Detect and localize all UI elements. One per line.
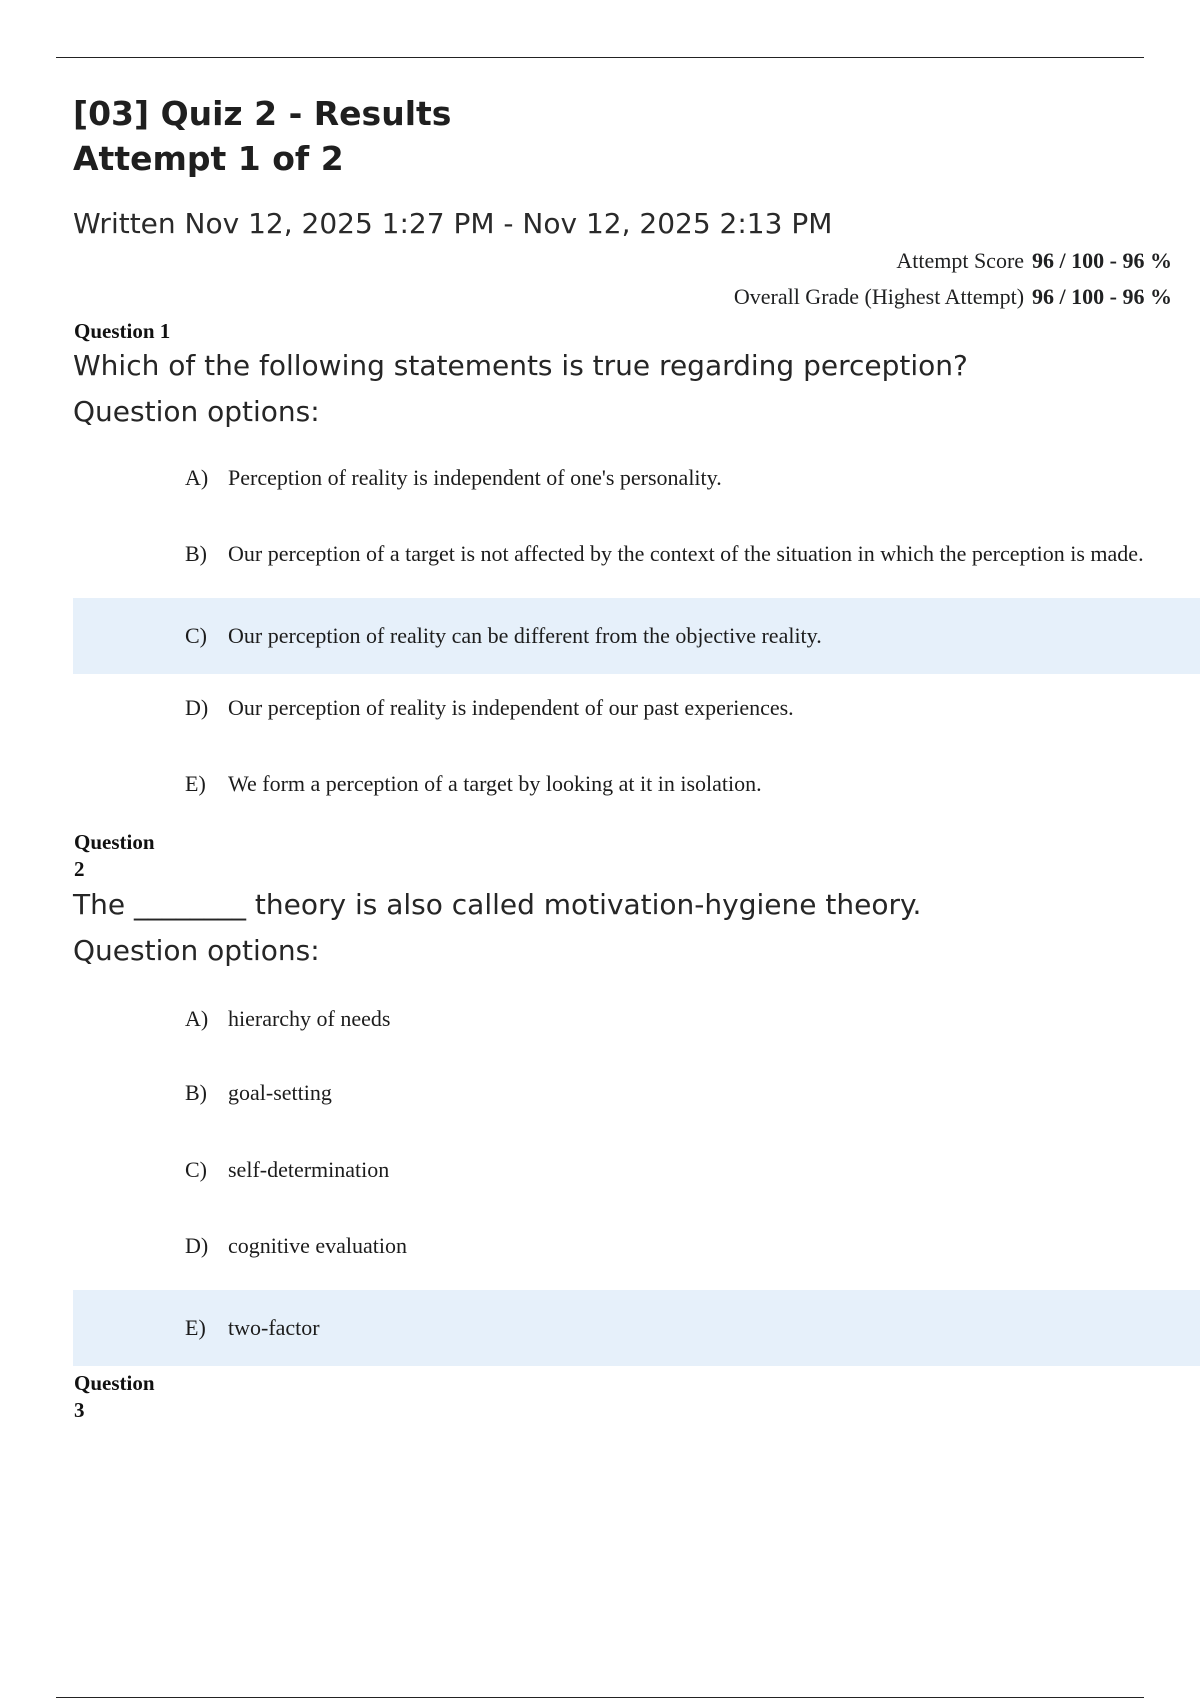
question-1-option-b [73, 516, 1200, 592]
option-text: hierarchy of needs [228, 1006, 391, 1031]
option-letter: E) [185, 1315, 206, 1340]
question-2-label-word: Question [74, 830, 155, 854]
question-2-option-a [73, 981, 1200, 1057]
option-letter: B) [185, 541, 207, 566]
option-letter: B) [185, 1080, 207, 1105]
question-3-label [74, 1370, 155, 1424]
option-text: We form a perception of a target by looking at it in isolation. [228, 771, 762, 796]
option-text: cognitive evaluation [228, 1233, 407, 1258]
page-title: [03] Quiz 2 - Results [73, 94, 452, 133]
overall-grade-label: Overall Grade (Highest Attempt) [733, 284, 1025, 309]
written-date-range: Written Nov 12, 2025 1:27 PM - Nov 12, 2025 2:13 PM [73, 207, 833, 240]
question-2-label-number: 2 [74, 857, 85, 881]
option-letter: D) [185, 695, 209, 720]
attempt-score-value: 96 / 100 - 96 % [1032, 248, 1172, 273]
option-letter: D) [185, 1233, 209, 1258]
question-1-options-label: Question options: [73, 395, 320, 428]
attempt-number: Attempt 1 of 2 [73, 139, 344, 178]
question-1-text: Which of the following statements is true regarding perception? [73, 349, 968, 382]
question-1-option-e [73, 746, 1200, 822]
overall-grade-value: 96 / 100 - 96 % [1032, 284, 1172, 309]
bottom-divider [56, 1697, 1144, 1698]
question-2-text: The ________ theory is also called motivation-hygiene theory. [73, 888, 922, 921]
overall-grade-row [734, 283, 1172, 311]
question-1-option-d [73, 670, 1200, 746]
question-2-options-label: Question options: [73, 934, 320, 967]
option-text: Our perception of reality can be different from the objective reality. [228, 623, 822, 648]
option-text: goal-setting [228, 1080, 332, 1105]
option-text: Perception of reality is independent of one's personality. [228, 465, 722, 490]
question-2-option-d [73, 1208, 1200, 1284]
question-2-option-e-selected [73, 1290, 1200, 1366]
attempt-score-label: Attempt Score [896, 248, 1025, 273]
option-text: Our perception of a target is not affected by the context of the situation in which the perception is made. [228, 541, 1144, 566]
option-letter: E) [185, 771, 206, 796]
attempt-score-row [896, 247, 1172, 275]
question-1-option-a [73, 440, 1200, 516]
option-text: two-factor [228, 1315, 320, 1340]
question-2-option-c [73, 1132, 1200, 1208]
option-letter: C) [185, 1157, 207, 1182]
question-1-label: Question 1 [74, 319, 171, 343]
question-2-option-b [73, 1055, 1200, 1131]
option-letter: A) [185, 465, 209, 490]
option-letter: A) [185, 1006, 209, 1031]
question-2-label [74, 829, 155, 883]
option-text: Our perception of reality is independent of our past experiences. [228, 695, 794, 720]
option-letter: C) [185, 623, 207, 648]
question-3-label-word: Question [74, 1371, 155, 1395]
top-divider [56, 57, 1144, 58]
question-3-label-number: 3 [74, 1398, 85, 1422]
question-1-option-c-selected [73, 598, 1200, 674]
option-text: self-determination [228, 1157, 390, 1182]
